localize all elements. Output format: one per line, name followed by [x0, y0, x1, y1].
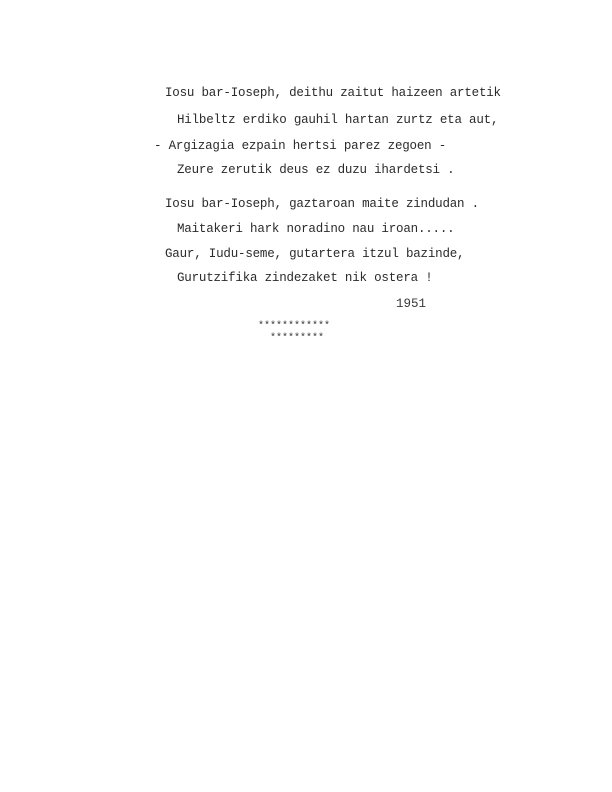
stanza1-line2: Hilbeltz erdiko gauhil hartan zurtz eta aut, — [177, 113, 499, 127]
stanza2-line4: Gurutzifika zindezaket nik ostera ! — [177, 271, 433, 285]
ornament-row1: ************ — [258, 321, 331, 332]
stanza1-line1: Iosu bar-Ioseph, deithu zaitut haizeen artetik — [165, 86, 501, 100]
stanza2-line3: Gaur, Iudu-seme, gutartera itzul bazinde, — [165, 247, 465, 261]
stanza2-line1: Iosu bar-Ioseph, gaztaroan maite zindudan . — [165, 197, 479, 211]
poem-year: 1951 — [396, 297, 427, 311]
stanza1-line4: Zeure zerutik deus ez duzu ihardetsi . — [177, 163, 455, 177]
ornament-row2: ********* — [270, 333, 325, 344]
stanza2-line2: Maitakeri hark noradino nau iroan..... — [177, 222, 455, 236]
stanza1-line3: - Argizagia ezpain hertsi parez zegoen - — [154, 139, 447, 153]
